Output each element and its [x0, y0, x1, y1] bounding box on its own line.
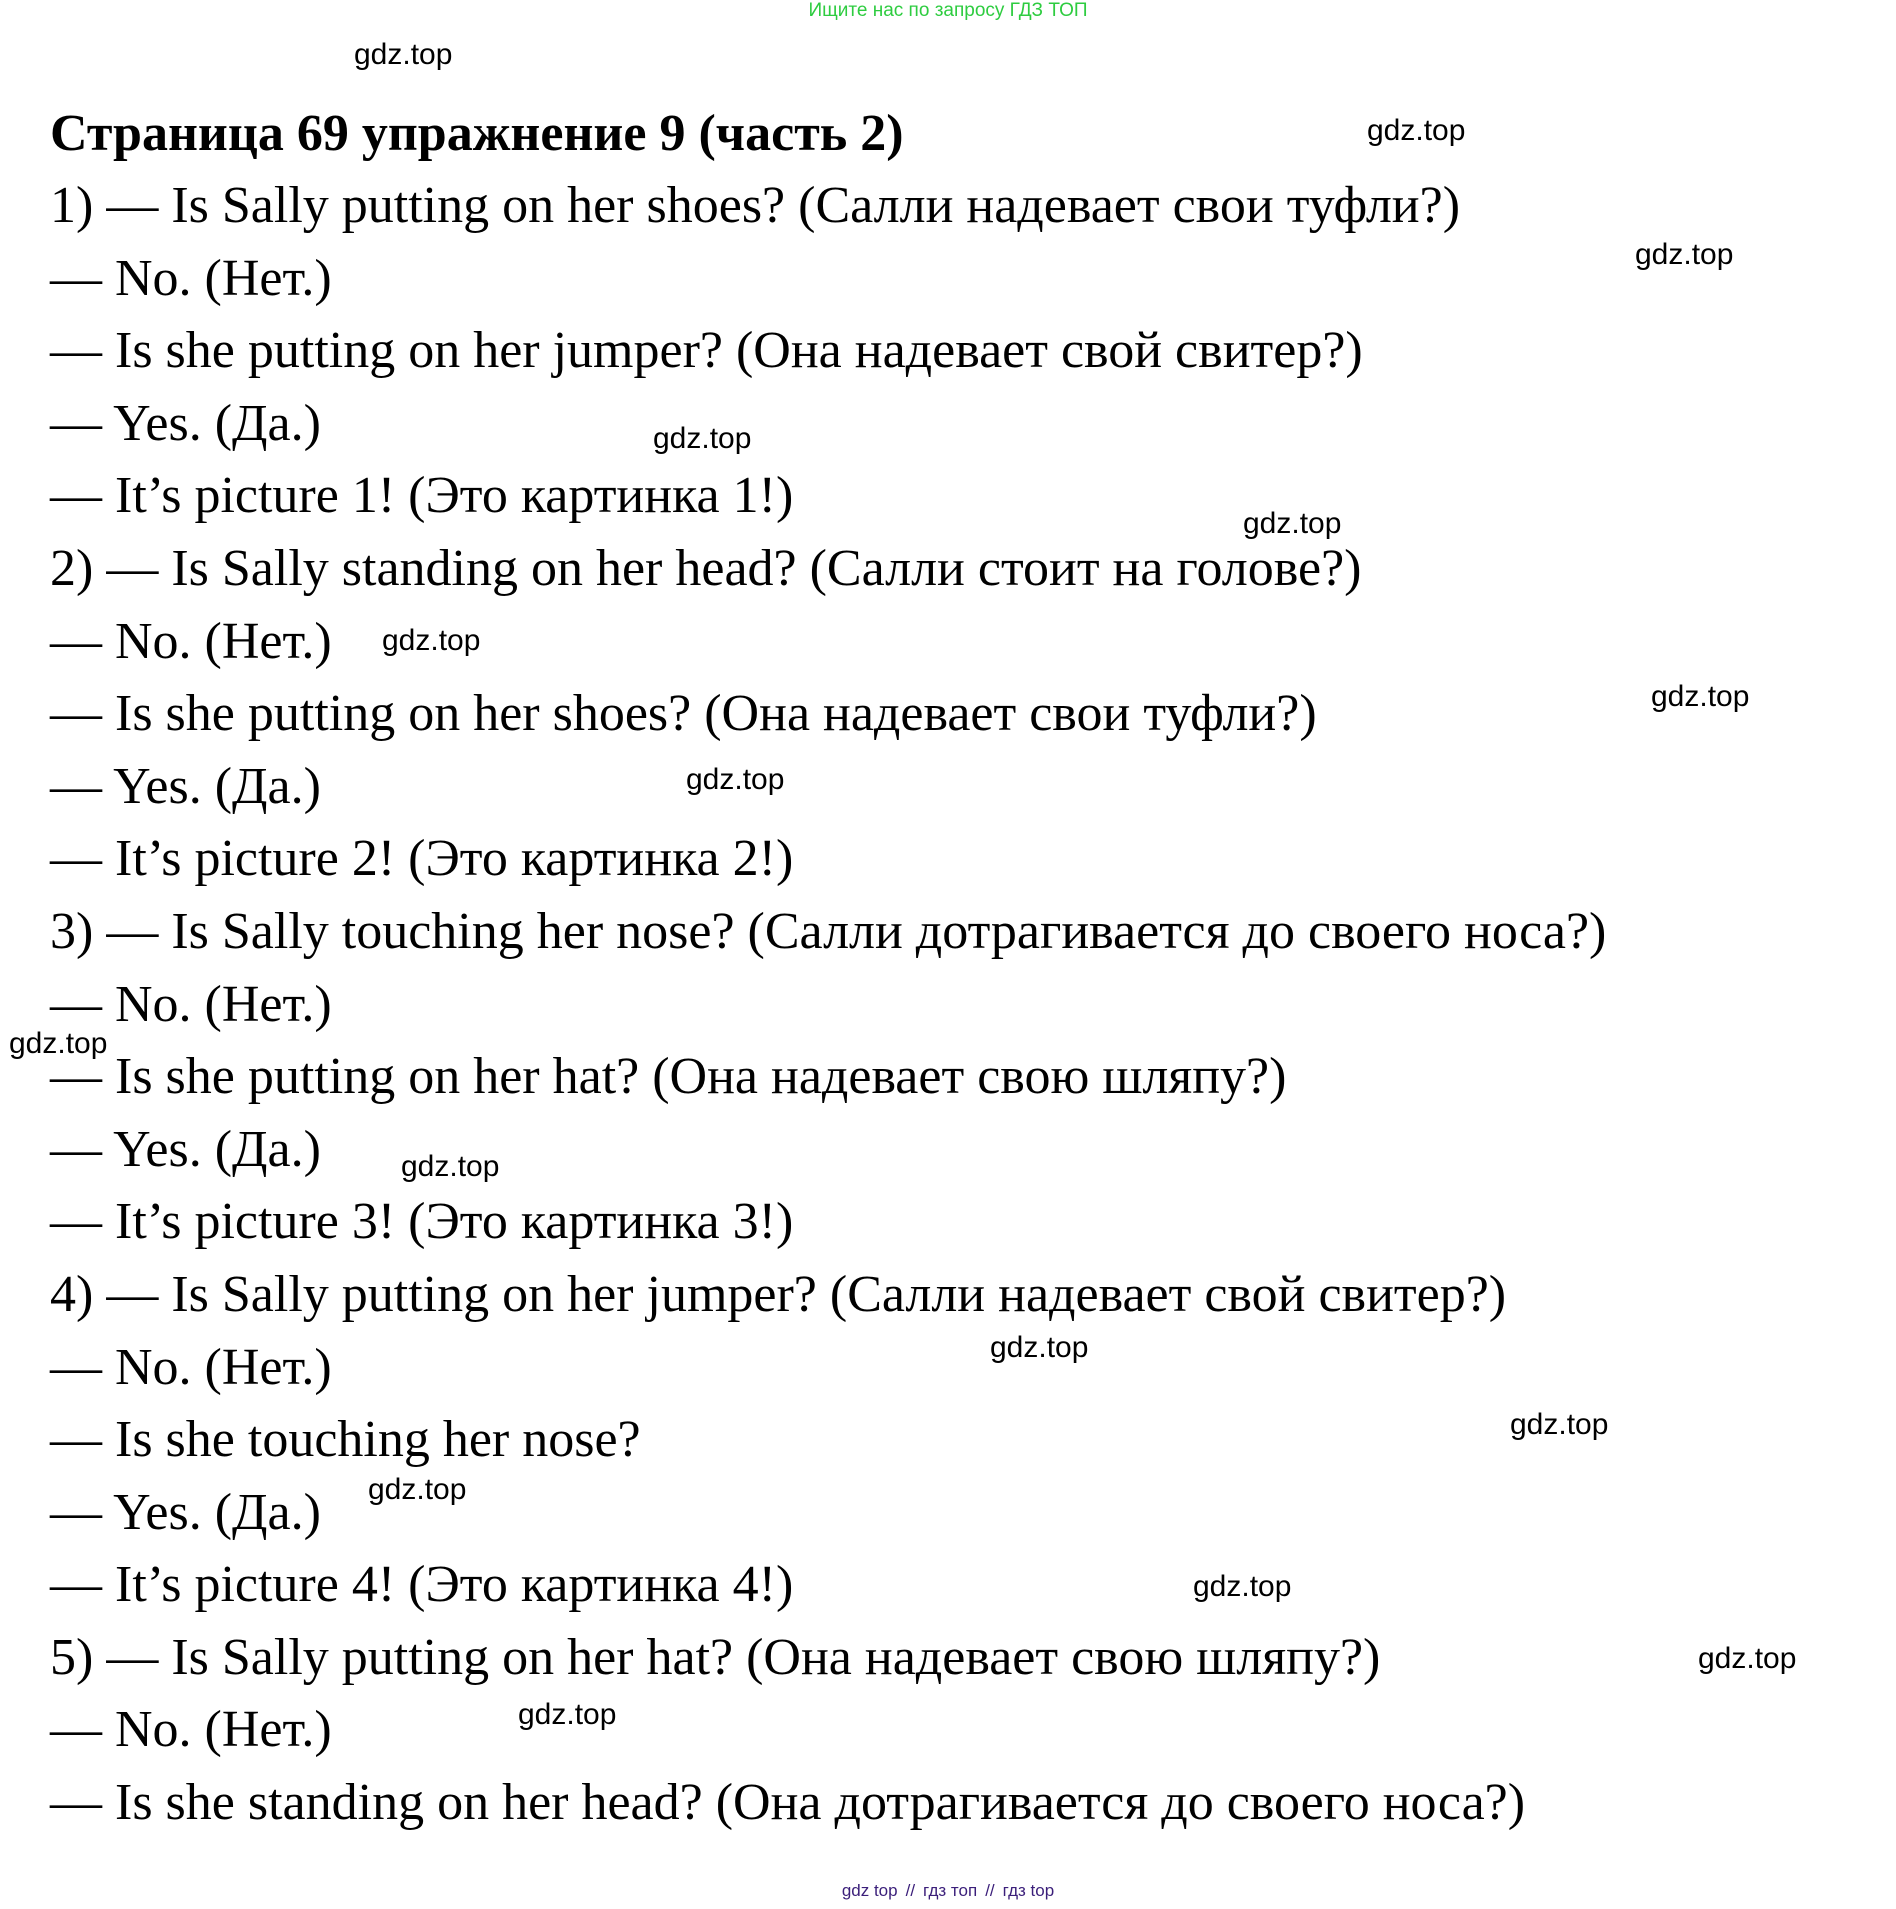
text-line: — It’s picture 2! (Это картинка 2!)	[50, 830, 794, 888]
watermark: gdz.top	[368, 1473, 467, 1506]
page-title: Страница 69 упражнение 9 (часть 2)	[50, 105, 904, 162]
text-line: — Is she putting on her shoes? (Она надевает свои туфли?)	[50, 685, 1317, 743]
watermark: gdz.top	[382, 624, 481, 657]
watermark: gdz.top	[1193, 1570, 1292, 1603]
footer-link[interactable]: гдз top	[1002, 1881, 1055, 1900]
text-line: — Yes. (Да.)	[50, 1483, 321, 1541]
watermark: gdz.top	[1243, 507, 1342, 540]
text-line: — No. (Нет.)	[50, 1338, 332, 1396]
text-line: — No. (Нет.)	[50, 975, 332, 1033]
footer-separator: //	[905, 1881, 916, 1900]
watermark: gdz.top	[1698, 1642, 1797, 1675]
watermark: gdz.top	[653, 422, 752, 455]
text-line: — It’s picture 1! (Это картинка 1!)	[50, 467, 794, 525]
text-line: — Is she standing on her head? (Она дотрагивается до своего носа?)	[50, 1774, 1526, 1832]
text-line: 5) — Is Sally putting on her hat? (Она надевает свою шляпу?)	[50, 1628, 1381, 1686]
text-line: — No. (Нет.)	[50, 1701, 332, 1759]
text-line: — Is she putting on her hat? (Она надевает свою шляпу?)	[50, 1048, 1287, 1106]
text-line: 2) — Is Sally standing on her head? (Салли стоит на голове?)	[50, 539, 1362, 597]
watermark: gdz.top	[686, 763, 785, 796]
text-line: 4) — Is Sally putting on her jumper? (Салли надевает свой свитер?)	[50, 1265, 1507, 1323]
watermark: gdz.top	[1635, 238, 1734, 271]
text-line: — No. (Нет.)	[50, 612, 332, 670]
text-line: — Yes. (Да.)	[50, 1120, 321, 1178]
text-line: — It’s picture 4! (Это картинка 4!)	[50, 1556, 794, 1614]
text-line: 1) — Is Sally putting on her shoes? (Салли надевает свои туфли?)	[50, 177, 1461, 234]
watermark: gdz.top	[518, 1698, 617, 1731]
footer-separator: //	[985, 1881, 995, 1900]
watermark: gdz.top	[9, 1027, 108, 1060]
footer	[0, 1880, 1896, 1902]
text-line: — Is she touching her nose?	[50, 1411, 641, 1469]
footer-link[interactable]: gdz top	[841, 1881, 898, 1900]
watermark: gdz.top	[1367, 114, 1466, 147]
text-line: — Is she putting on her jumper? (Она надевает свой свитер?)	[50, 322, 1363, 380]
watermark: gdz.top	[401, 1150, 500, 1183]
watermark: gdz.top	[1510, 1408, 1609, 1441]
document-body	[50, 98, 1870, 1840]
text-line: — Yes. (Да.)	[50, 757, 321, 815]
text-line: — Yes. (Да.)	[50, 394, 321, 452]
footer-link[interactable]: гдз топ	[923, 1881, 978, 1900]
text-line: 3) — Is Sally touching her nose? (Салли дотрагивается до своего носа?)	[50, 902, 1607, 960]
watermark: gdz.top	[1651, 680, 1750, 713]
watermark: gdz.top	[354, 38, 453, 71]
top-banner: Ищите нас по запросу ГДЗ ТОП	[808, 0, 1088, 21]
text-line: — It’s picture 3! (Это картинка 3!)	[50, 1193, 794, 1251]
watermark: gdz.top	[990, 1331, 1089, 1364]
text-line: — No. (Нет.)	[50, 249, 332, 307]
